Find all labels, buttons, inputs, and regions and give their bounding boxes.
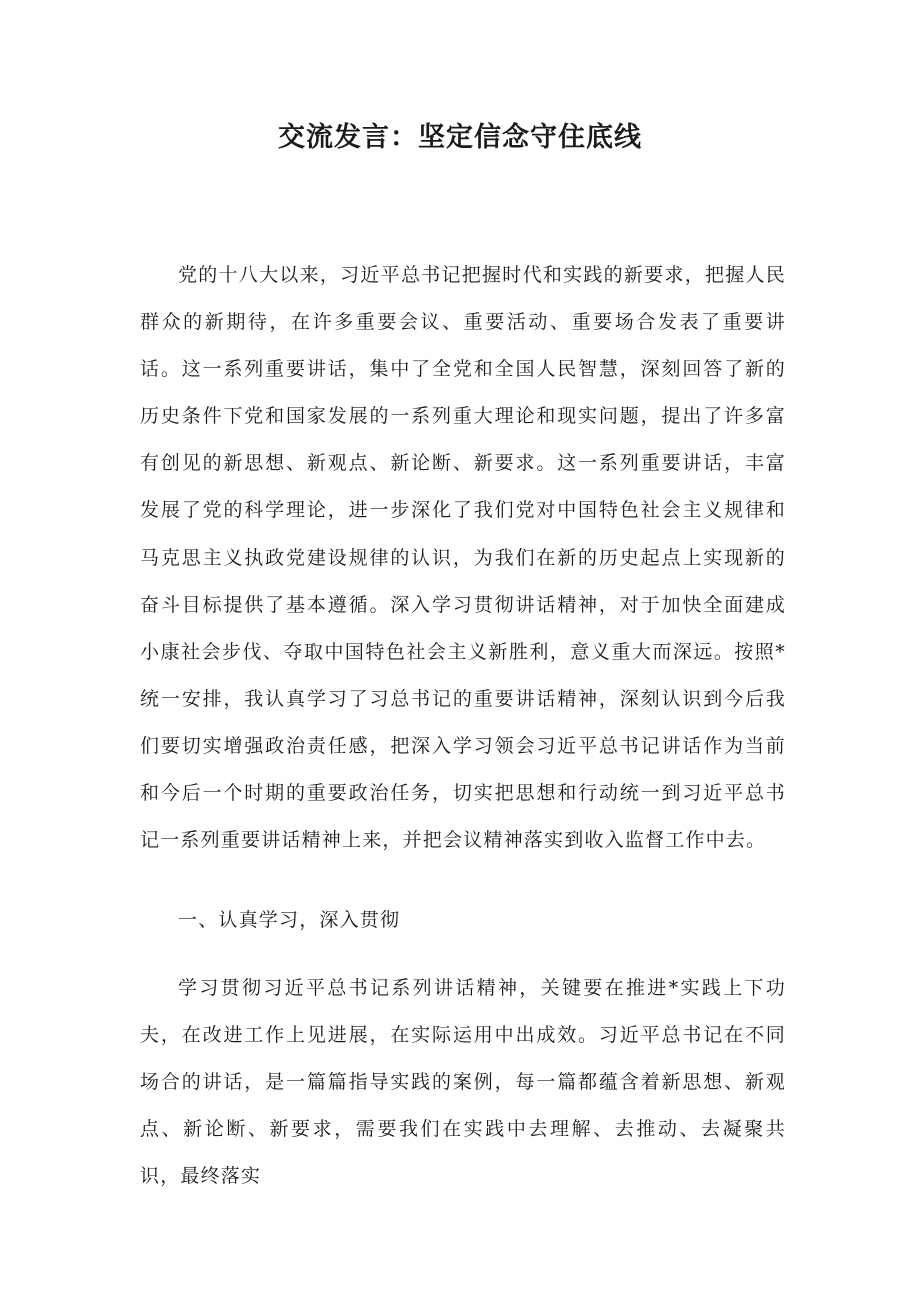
section-heading-1: 一、认真学习，深入贯彻 (178, 909, 401, 931)
document-title: 交流发言：坚定信念守住底线 (278, 122, 642, 153)
body-paragraph-1: 党的十八大以来，习近平总书记把握时代和实践的新要求，把握人民群众的新期待，在许多重要会议、重要活动、重要场合发表了重要讲话。这一系列重要讲话，集中了全党和全国人民智慧，深刻回答了新的历史条件下党和国家发展的一系列重大理论和现实问题，提出了许多富有创见的新思想、新观点、新论断、新要求。这一系列重要讲话，丰富发展了党的科学理论，进一步深化了我们党对中国特色社会主义规律和马克思主义执政党建设规律的认识，为我们在新的历史起点上实现新的奋斗目标提供了基本遵循。深入学习贯彻讲话精神，对于加快全面建成小康社会步伐、夺取中国特色社会主义新胜利，意义重大而深远。按照*统一安排，我认真学习了习总书记的重要讲话精神，深刻认识到今后我们要切实增强政治责任感，把深入学习领会习近平总书记讲话作为当前和今后一个时期的重要政治任务，切实把思想和行动统一到习近平总书记一系列重要讲话精神上来，并把会议精神落实到收入监督工作中去。 (140, 264, 786, 852)
body-paragraph-2: 学习贯彻习近平总书记系列讲话精神，关键要在推进*实践上下功夫，在改进工作上见进展，在实际运用中出成效。习近平总书记在不同场合的讲话，是一篇篇指导实践的案例，每一篇都蕴含着新思想、新观点、新论断、新要求，需要我们在实践中去理解、去推动、去凝聚共识，最终落实 (140, 977, 786, 1188)
